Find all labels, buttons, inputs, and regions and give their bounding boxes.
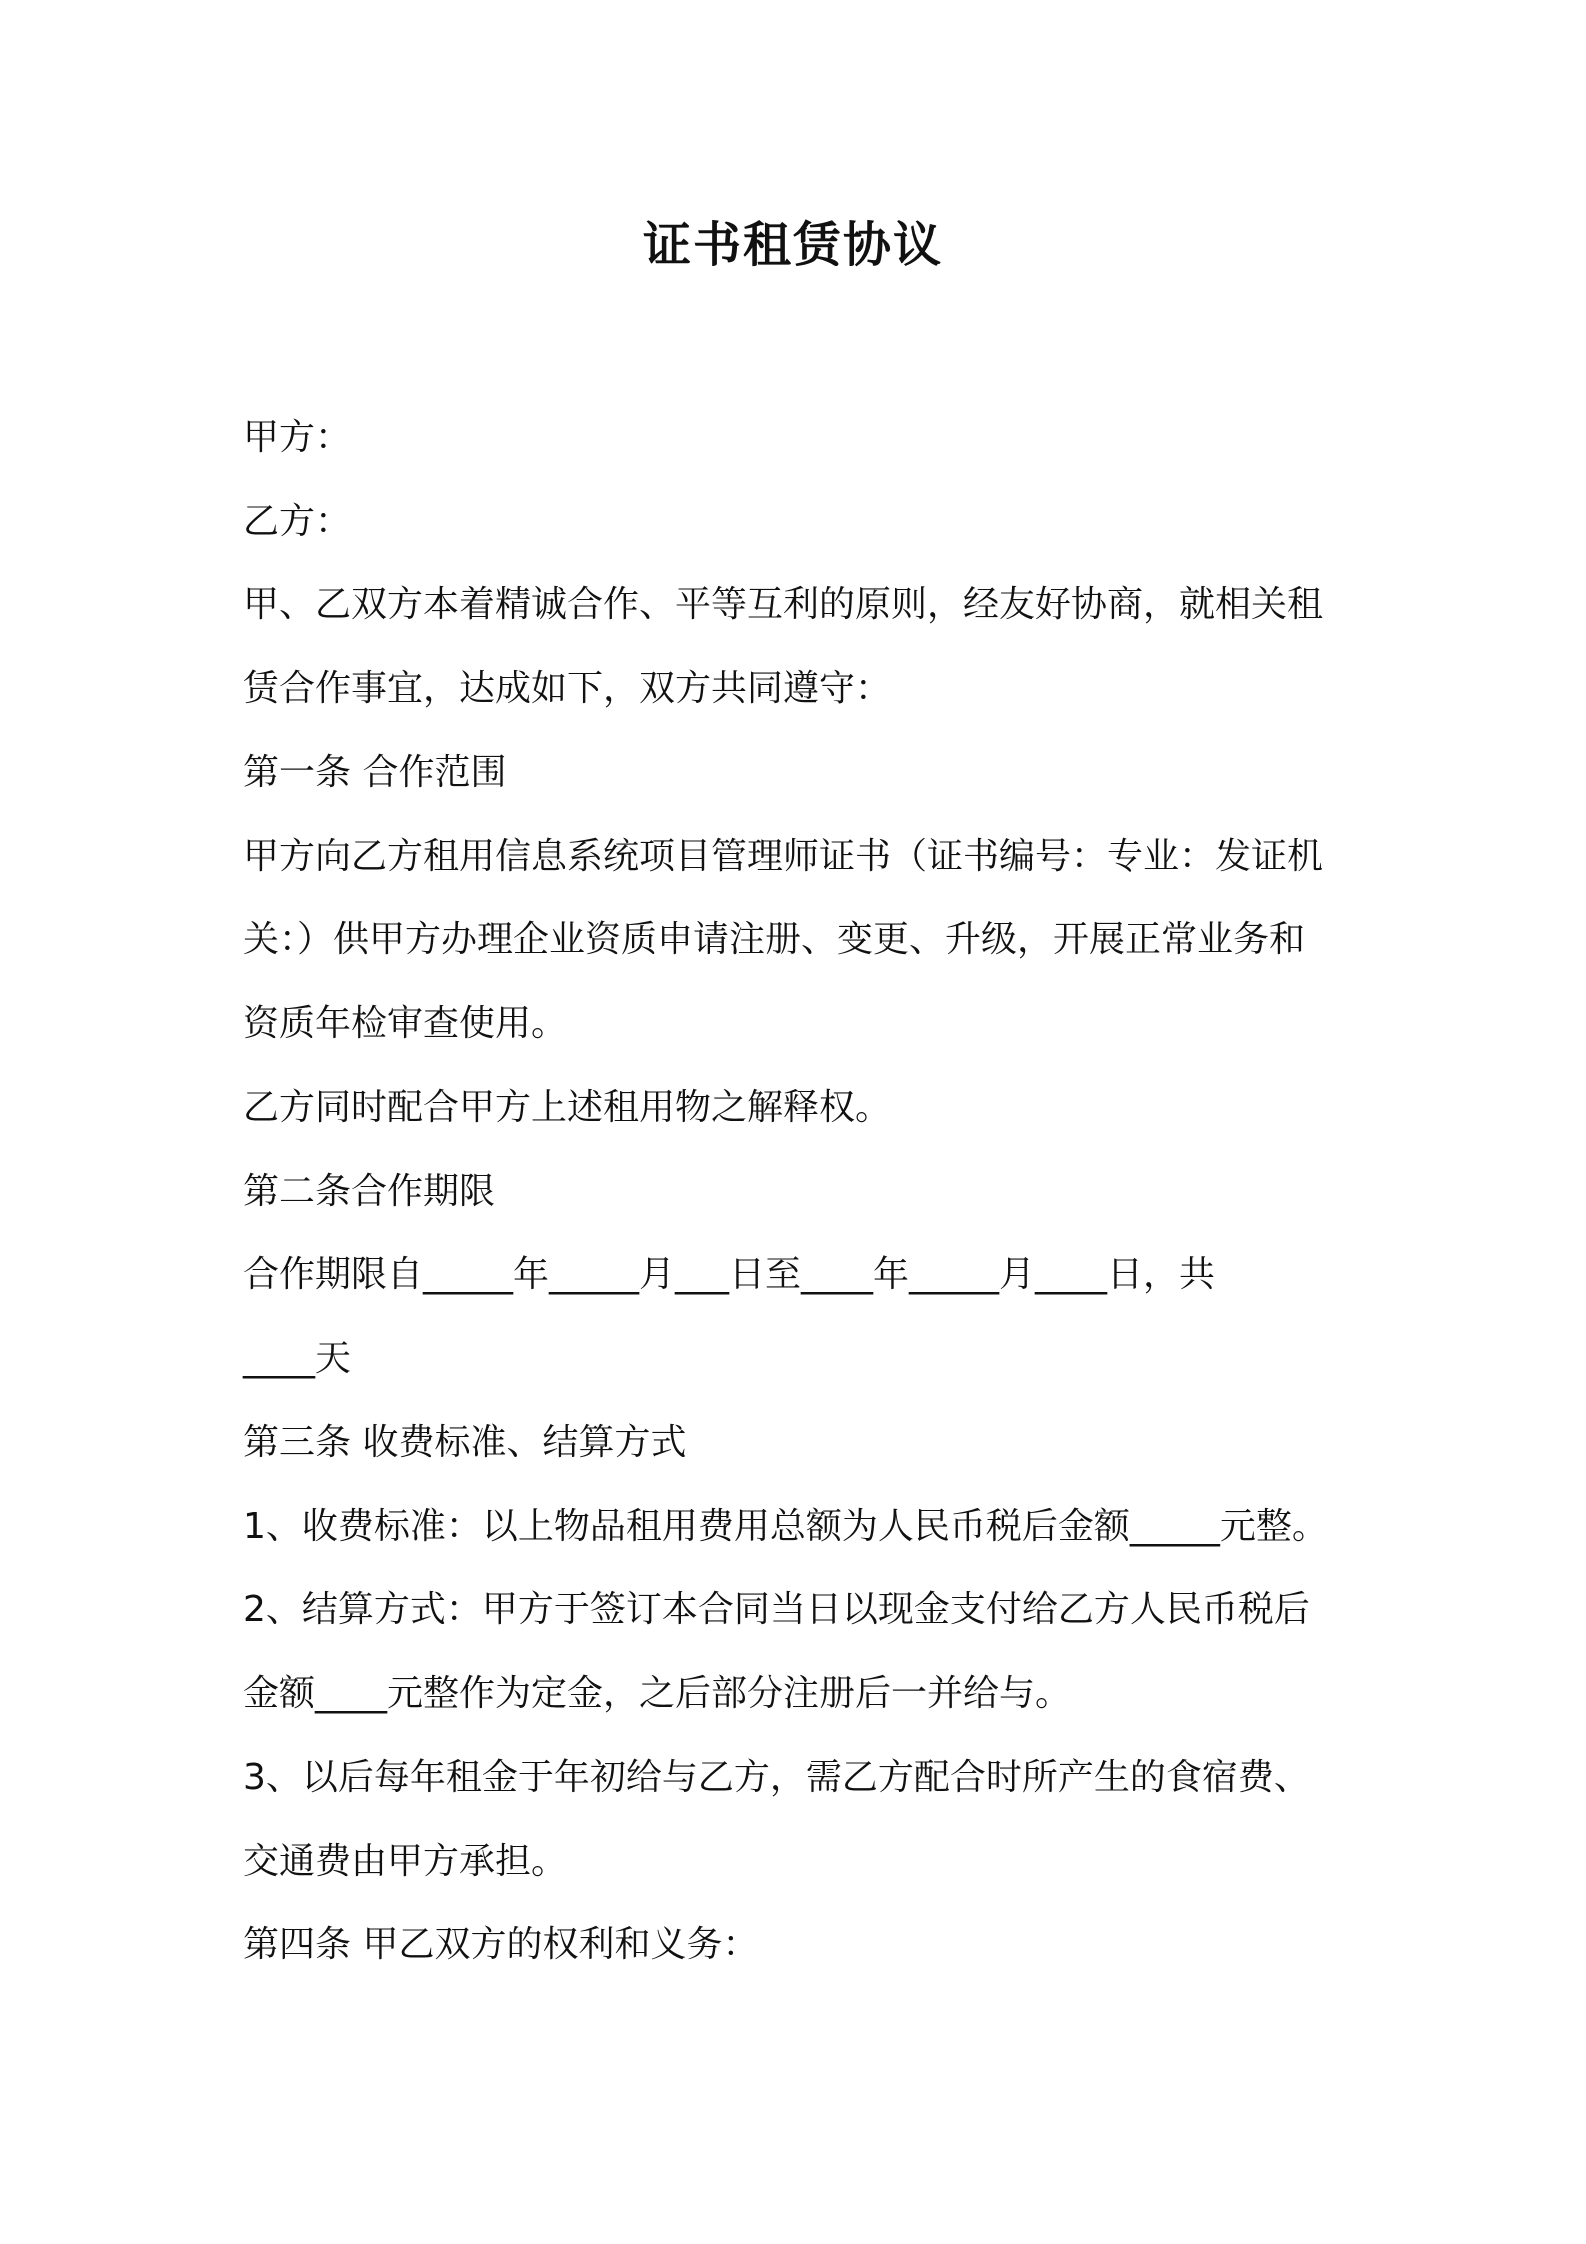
article-2-text-1: 合作期限自_____年_____月___日至____年_____月____日，共 [243, 1254, 1216, 1295]
article-4-heading: 第四条 甲乙双方的权利和义务： [243, 1924, 759, 1965]
article-2-heading: 第二条合作期限 [243, 1171, 496, 1212]
preamble-line-1: 甲、乙双方本着精诚合作、平等互利的原则，经友好协商，就相关租 [243, 584, 1324, 625]
article-3-item-3-line-2: 交通费由甲方承担。 [243, 1841, 568, 1882]
preamble-line-2: 赁合作事宜，达成如下，双方共同遵守： [243, 668, 892, 709]
article-1-text-1: 甲方向乙方租用信息系统项目管理师证书（证书编号：专业：发证机 [243, 836, 1324, 877]
party-b-line: 乙方： [243, 501, 352, 542]
article-3-heading: 第三条 收费标准、结算方式 [243, 1422, 687, 1463]
document-title: 证书租赁协议 [642, 217, 943, 273]
article-3-item-2-line-1: 2、结算方式：甲方于签订本合同当日以现金支付给乙方人民币税后 [243, 1589, 1310, 1630]
article-1-heading: 第一条 合作范围 [243, 752, 507, 793]
article-3-item-3-line-1: 3、以后每年租金于年初给与乙方，需乙方配合时所产生的食宿费、 [243, 1757, 1310, 1798]
article-1-text-4: 乙方同时配合甲方上述租用物之解释权。 [243, 1087, 892, 1128]
article-1-text-2: 关：）供甲方办理企业资质申请注册、变更、升级，开展正常业务和 [243, 919, 1306, 960]
party-a-line: 甲方： [243, 417, 352, 458]
article-2-text-2: ____天 [243, 1338, 352, 1379]
article-3-item-2-line-2: 金额____元整作为定金，之后部分注册后一并给与。 [243, 1673, 1072, 1714]
article-1-text-3: 资质年检审查使用。 [243, 1003, 568, 1044]
article-3-item-1: 1、收费标准：以上物品租用费用总额为人民币税后金额_____元整。 [243, 1506, 1328, 1547]
